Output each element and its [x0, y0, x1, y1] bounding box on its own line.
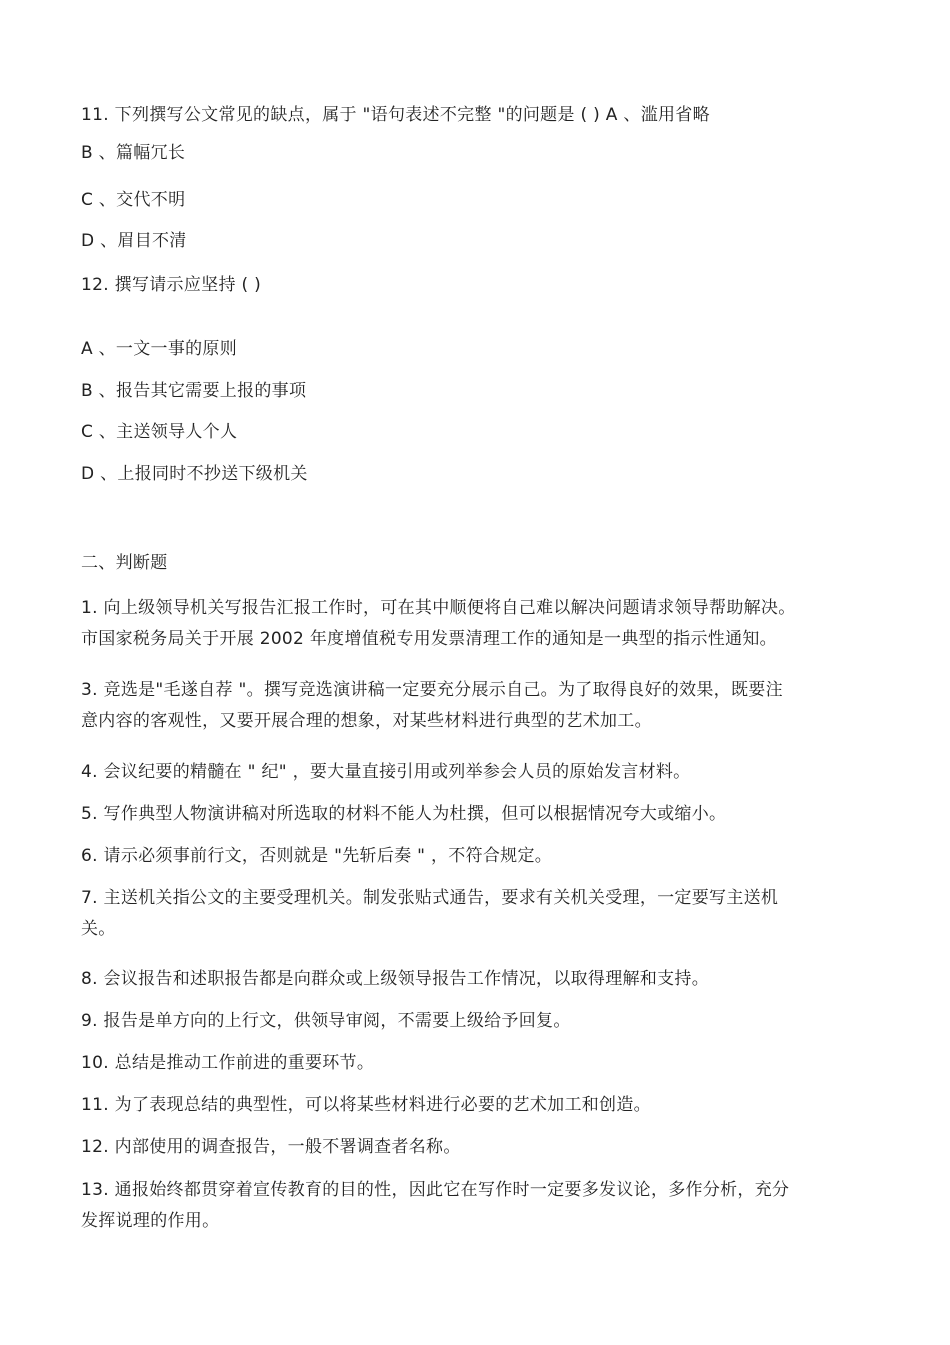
question-12-option-d: D 、上报同时不抄送下级机关 [81, 464, 308, 484]
question-12-option-a: A 、一文一事的原则 [81, 339, 238, 359]
question-11-option-b: B 、篇幅冗长 [81, 143, 186, 163]
judgment-item-9: 9. 报告是单方向的上行文，供领导审阅，不需要上级给予回复。 [81, 1011, 571, 1031]
judgment-item-8: 8. 会议报告和述职报告都是向群众或上级领导报告工作情况，以取得理解和支持。 [81, 969, 710, 989]
question-12-option-b: B 、报告其它需要上报的事项 [81, 381, 307, 401]
judgment-item-1-line-1: 1. 向上级领导机关写报告汇报工作时，可在其中顺便将自己难以解决问题请求领导帮助解决。 [81, 598, 796, 618]
judgment-item-10: 10. 总结是推动工作前进的重要环节。 [81, 1053, 375, 1073]
judgment-item-12: 12. 内部使用的调查报告，一般不署调查者名称。 [81, 1137, 461, 1157]
judgment-item-7-line-1: 7. 主送机关指公文的主要受理机关。制发张贴式通告，要求有关机关受理，一定要写主送机 [81, 888, 779, 908]
judgment-item-7-line-2: 关。 [81, 919, 116, 939]
judgment-item-4: 4. 会议纪要的精髓在 " 纪" ，要大量直接引用或列举参会人员的原始发言材料。 [81, 762, 691, 782]
judgment-item-5: 5. 写作典型人物演讲稿对所选取的材料不能人为杜撰，但可以根据情况夸大或缩小。 [81, 804, 727, 824]
judgment-item-1-line-2: 市国家税务局关于开展 2002 年度增值税专用发票清理工作的通知是一典型的指示性通知。 [81, 629, 777, 649]
judgment-item-13-line-1: 13. 通报始终都贯穿着宣传教育的目的性，因此它在写作时一定要多发议论，多作分析，充分 [81, 1180, 790, 1200]
question-11-option-d: D 、眉目不清 [81, 231, 187, 251]
judgment-item-3-line-1: 3. 竞选是"毛遂自荐 "。撰写竞选演讲稿一定要充分展示自己。为了取得良好的效果，既要注 [81, 680, 783, 700]
question-12-text: 12. 撰写请示应坚持 ( ) [81, 275, 262, 295]
question-11-text: 11. 下列撰写公文常见的缺点，属于 "语句表述不完整 "的问题是 ( ) A 、滥用省略 [81, 105, 710, 125]
question-12-option-c: C 、主送领导人个人 [81, 422, 238, 442]
judgment-item-11: 11. 为了表现总结的典型性，可以将某些材料进行必要的艺术加工和创造。 [81, 1095, 651, 1115]
judgment-item-6: 6. 请示必须事前行文，否则就是 "先斩后奏 " ，不符合规定。 [81, 846, 553, 866]
judgment-item-13-line-2: 发挥说理的作用。 [81, 1211, 220, 1231]
question-11-option-c: C 、交代不明 [81, 190, 186, 210]
judgment-item-3-line-2: 意内容的客观性，又要开展合理的想象，对某些材料进行典型的艺术加工。 [81, 711, 652, 731]
section-heading-judgment: 二、判断题 [81, 553, 168, 573]
